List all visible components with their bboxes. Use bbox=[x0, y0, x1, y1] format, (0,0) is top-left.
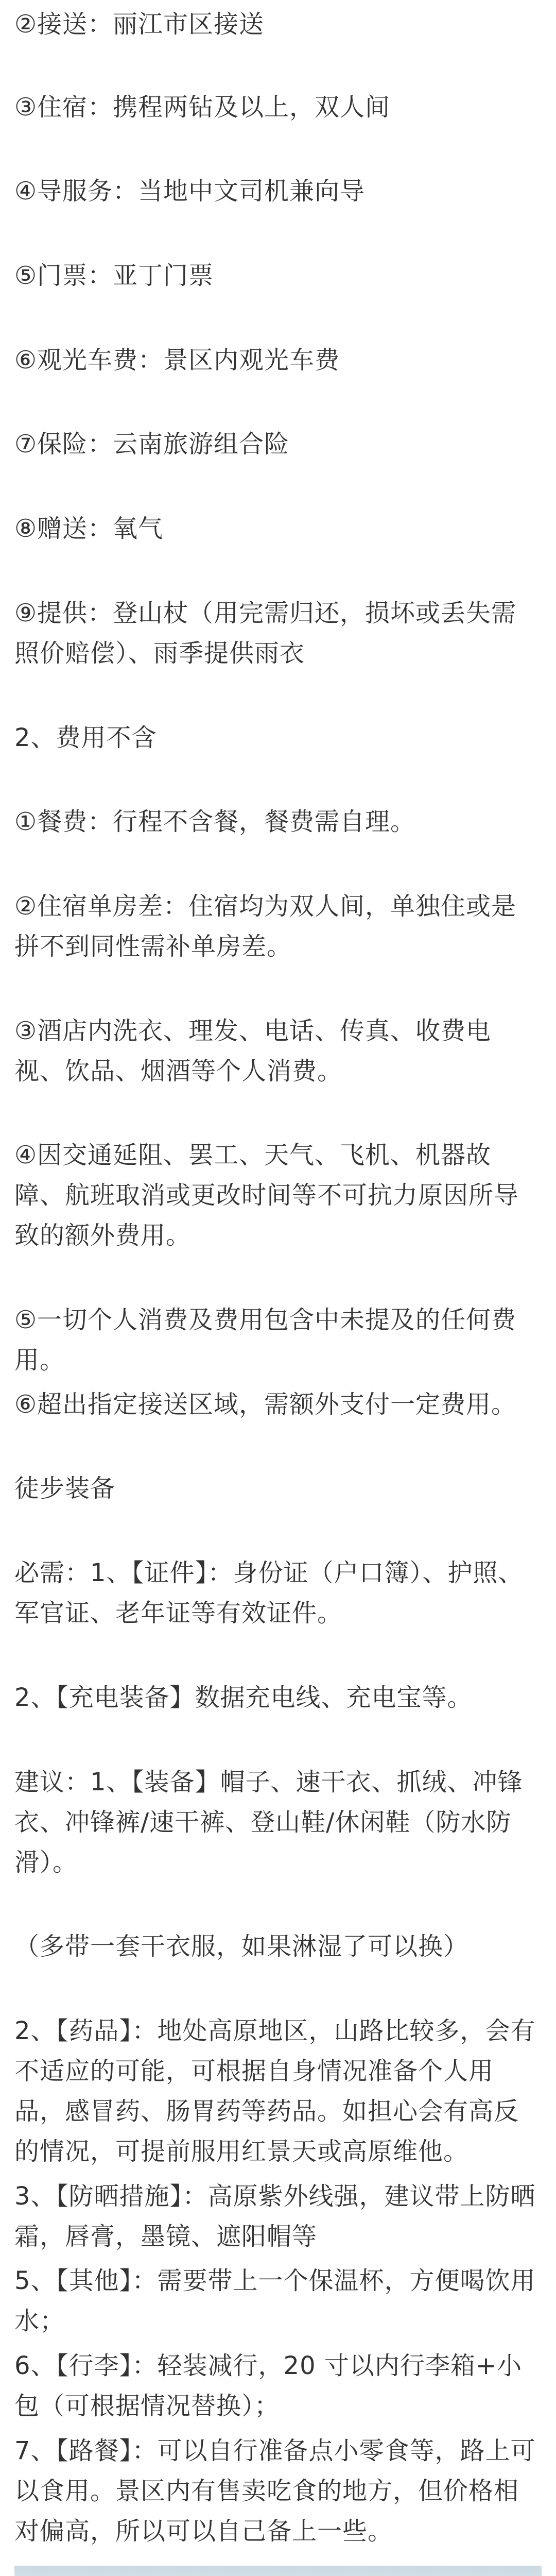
gear-item-other: 5、【其他】：需要带上一个保温杯，方便喝饮用水； bbox=[14, 2266, 536, 2335]
gear-heading: 徒步装备 bbox=[14, 1474, 116, 1503]
excluded-item-area: ⑥超出指定接送区域，需额外支付一定费用。 bbox=[14, 1390, 517, 1419]
included-item-guide: ④导服务：当地中文司机兼向导 bbox=[14, 177, 366, 206]
gear-item-snacks: 7、【路餐】：可以自行准备点小零食等，路上可以食用。景区内有售卖吃食的地方，但价格相对偏高，所以可以自己备上一些。 bbox=[14, 2436, 536, 2546]
gear-item-luggage: 6、【行李】：轻装减行，20 寸以内行李箱+小包（可根据情况替换）； bbox=[14, 2351, 523, 2420]
meadow-photo bbox=[14, 2566, 542, 2576]
gear-item-documents: 必需：1、【证件】：身份证（户口簿）、护照、军官证、老年证等有效证件。 bbox=[14, 1558, 524, 1628]
excluded-heading: 2、费用不含 bbox=[14, 723, 157, 752]
gear-item-charging: 2、【充电装备】数据充电线、充电宝等。 bbox=[14, 1683, 473, 1712]
included-item-pickup: ②接送：丽江市区接送 bbox=[14, 10, 265, 39]
excluded-item-force: ④因交通延阻、罢工、天气、飞机、机器故障、航班取消或更改时间等不可抗力原因所导致的额外费用。 bbox=[14, 1141, 519, 1250]
excluded-item-single: ②住宿单房差：住宿均为双人间，单独住或是拼不到同性需补单房差。 bbox=[14, 892, 517, 961]
included-item-tickets: ⑤门票：亚丁门票 bbox=[14, 261, 214, 290]
included-item-insurance: ⑦保险：云南旅游组合险 bbox=[14, 430, 290, 459]
included-item-lodging: ③住宿：携程两钻及以上，双人间 bbox=[14, 93, 391, 122]
excluded-item-other: ⑤一切个人消费及费用包含中未提及的任何费用。 bbox=[14, 1306, 517, 1375]
gear-item-clothing: 建议：1、【装备】帽子、速干衣、抓绒、冲锋衣、冲锋裤/速干裤、登山鞋/休闲鞋（防水防滑）。 bbox=[14, 1768, 523, 1877]
gear-item-spare: （多带一套干衣服，如果淋湿了可以换） bbox=[14, 1932, 469, 1961]
included-item-oxygen: ⑧赠送：氧气 bbox=[14, 514, 164, 543]
excluded-item-personal: ③酒店内洗衣、理发、电话、传真、收费电视、饮品、烟酒等个人消费。 bbox=[14, 1016, 492, 1086]
included-item-shuttle: ⑥观光车费：景区内观光车费 bbox=[14, 346, 340, 375]
meadow-photo-image bbox=[14, 2566, 542, 2576]
gear-item-sun-protection: 3、【防晒措施】：高原紫外线强，建议带上防晒霜，唇膏，墨镜、遮阳帽等 bbox=[14, 2182, 536, 2251]
included-item-equipment: ⑨提供：登山杖（用完需归还，损坏或丢失需照价赔偿）、雨季提供雨衣 bbox=[14, 599, 517, 668]
gear-item-medicine: 2、【药品】：地处高原地区，山路比较多，会有不适应的可能，可根据自身情况准备个人用品，感冒药、肠胃药等药品。如担心会有高反的情况，可提前服用红景天或高原维他。 bbox=[14, 2016, 536, 2166]
excluded-item-meals: ①餐费：行程不含餐，餐费需自理。 bbox=[14, 807, 416, 836]
